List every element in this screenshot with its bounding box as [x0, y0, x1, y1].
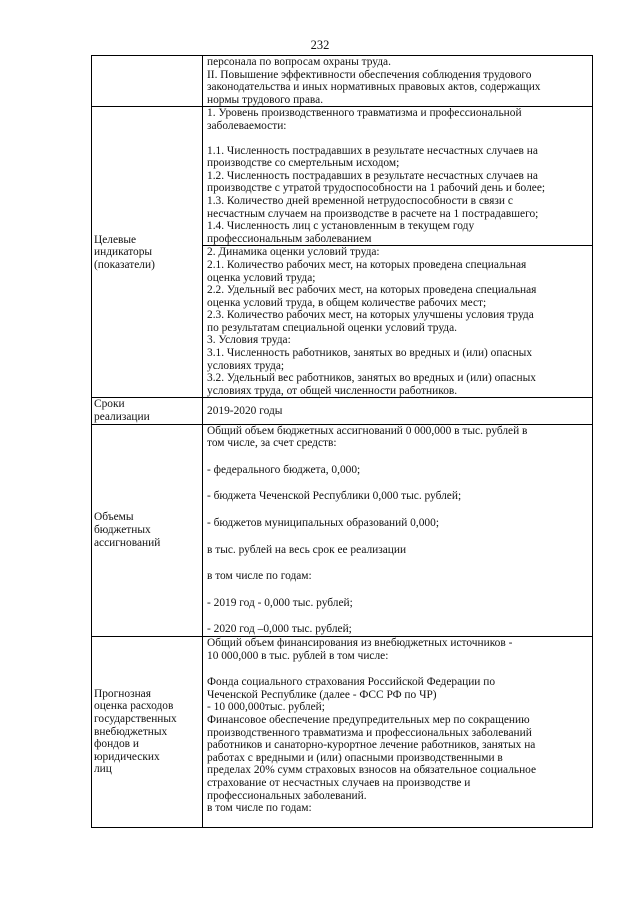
- text-line: пределах 20% сумм страховых взносов на обязательное социальное: [207, 764, 537, 777]
- text-line: условиях труда, от общей численности работников.: [207, 384, 458, 397]
- indicators-block-1: [207, 107, 588, 245]
- text-line: в тыс. рублей на весь срок ее реализации: [207, 543, 407, 556]
- terms-content-cell: [203, 398, 593, 424]
- continued-label-cell: [92, 56, 203, 107]
- text-line: Чеченской Республике (далее - ФСС РФ по ЧР): [207, 688, 437, 701]
- text-line: условиях труда;: [207, 359, 285, 372]
- text-line: - федерального бюджета, 0,000;: [207, 463, 361, 476]
- text-line: Финансовое обеспечение предупредительных мер по сокращению: [207, 713, 530, 726]
- label-line: Целевые: [94, 233, 137, 246]
- table-row-continued: [92, 56, 593, 107]
- label-line: (показатели): [94, 258, 155, 271]
- text-line: - бюджета Чеченской Республики 0,000 тыс. рублей;: [207, 490, 462, 503]
- text-line: персонала по вопросам охраны труда.: [207, 56, 391, 68]
- table-row-terms: [92, 398, 593, 424]
- page-number: 232: [310, 38, 330, 52]
- label-line: государственных: [94, 712, 177, 725]
- table-row-indicators: [92, 107, 593, 398]
- text-line: 2.2. Удельный вес рабочих мест, на которых проведена специальная: [207, 284, 537, 297]
- label-line: реализации: [94, 411, 150, 424]
- text-line: Общий объем финансирования из внебюджетных источников -: [207, 636, 513, 649]
- text-line: 3.2. Удельный вес работников, занятых во вредных и (или) опасных: [207, 372, 536, 385]
- terms-label-cell: [92, 398, 203, 424]
- label-line: индикаторы: [94, 246, 153, 259]
- label-line: внебюджетных: [94, 725, 168, 738]
- text-line: профессиональных заболеваний.: [207, 789, 367, 802]
- label-line: фондов и: [94, 738, 139, 751]
- label-line: лиц: [94, 763, 112, 776]
- budget-content-cell: [203, 424, 593, 636]
- text-line: - 2019 год - 0,000 тыс. рублей;: [207, 596, 353, 609]
- label-line: Сроки: [94, 398, 125, 411]
- text-line: Общий объем бюджетных ассигнований 0 000,000 в тыс. рублей в: [207, 424, 528, 437]
- indicators-block-2: [203, 245, 592, 397]
- text-line: 1. Уровень производственного травматизма и профессиональной: [207, 107, 522, 120]
- label-line: юридических: [94, 750, 160, 763]
- text-line: профессиональным заболеванием: [207, 232, 372, 245]
- text-line: 1.4. Численность лиц с установленным в текущем году: [207, 220, 475, 233]
- text-line: 2.1. Количество рабочих мест, на которых проведена специальная: [207, 258, 527, 271]
- forecast-content-cell: [203, 636, 593, 827]
- text-line: 1.2. Численность пострадавших в результате несчастных случаев на: [207, 169, 538, 182]
- text-line: производстве с утратой трудоспособности на 1 рабочий день и более;: [207, 182, 546, 195]
- terms-value: 2019-2020 годы: [207, 404, 283, 417]
- text-line: - 10 000,000тыс. рублей;: [207, 701, 325, 714]
- forecast-label-cell: [92, 636, 203, 827]
- text-line: - бюджетов муниципальных образований 0,000;: [207, 517, 439, 529]
- text-line: работников и санаторно-курортное лечение работников, занятых на: [207, 739, 536, 752]
- text-line: нормы трудового права.: [207, 93, 324, 106]
- text-line: 3.1. Численность работников, занятых во вредных и (или) опасных: [207, 347, 533, 360]
- text-line: - 2020 год –0,000 тыс. рублей;: [207, 623, 352, 636]
- table-row-budget: [92, 424, 593, 636]
- text-line: 2. Динамика оценки условий труда:: [207, 246, 380, 259]
- text-line: оценка условий труда;: [207, 271, 316, 284]
- text-line: несчастным случаем на производстве в расчете на 1 пострадавшего;: [207, 207, 539, 220]
- program-passport-table: [91, 55, 593, 828]
- text-line: в том числе по годам:: [207, 570, 312, 583]
- text-line: Фонда социального страхования Российской Федерации по: [207, 676, 496, 689]
- text-line: страхование от несчастных случаев на производстве и: [207, 776, 471, 789]
- text-line: работах с вредными и (или) опасными производственными в: [207, 751, 503, 764]
- label-line: Объемы: [94, 511, 134, 524]
- text-line: 10 000,000 в тыс. рублей в том числе:: [207, 649, 389, 662]
- text-line: 2.3. Количество рабочих мест, на которых улучшены условия труда: [207, 309, 534, 322]
- text-line: II. Повышение эффективности обеспечения соблюдения трудового: [207, 68, 532, 81]
- label-line: бюджетных: [94, 524, 151, 536]
- text-line: производственного травматизма и профессиональных заболеваний: [207, 726, 532, 739]
- text-line: оценка условий труда, в общем количестве рабочих мест;: [207, 296, 487, 309]
- text-line: 1.1. Численность пострадавших в результате несчастных случаев на: [207, 144, 538, 157]
- label-line: ассигнований: [94, 536, 161, 549]
- table-row-forecast: [92, 636, 593, 827]
- text-line: законодательства и иных нормативных правовых актов, содержащих: [207, 81, 541, 94]
- text-line: в том числе по годам:: [207, 802, 312, 815]
- indicators-content-cell: [203, 107, 593, 398]
- text-line: 3. Условия труда:: [207, 334, 291, 347]
- text-line: том числе, за счет средств:: [207, 437, 337, 450]
- label-line: оценка расходов: [94, 700, 174, 713]
- budget-label-cell: [92, 424, 203, 636]
- text-line: по результатам специальной оценки условий труда.: [207, 321, 458, 334]
- text-line: заболеваемости:: [207, 119, 287, 132]
- indicators-label-cell: [92, 107, 203, 398]
- continued-content-cell: [203, 56, 593, 107]
- text-line: производстве со смертельным исходом;: [207, 157, 400, 170]
- label-line: Прогнозная: [94, 687, 151, 700]
- text-line: 1.3. Количество дней временной нетрудоспособности в связи с: [207, 194, 513, 207]
